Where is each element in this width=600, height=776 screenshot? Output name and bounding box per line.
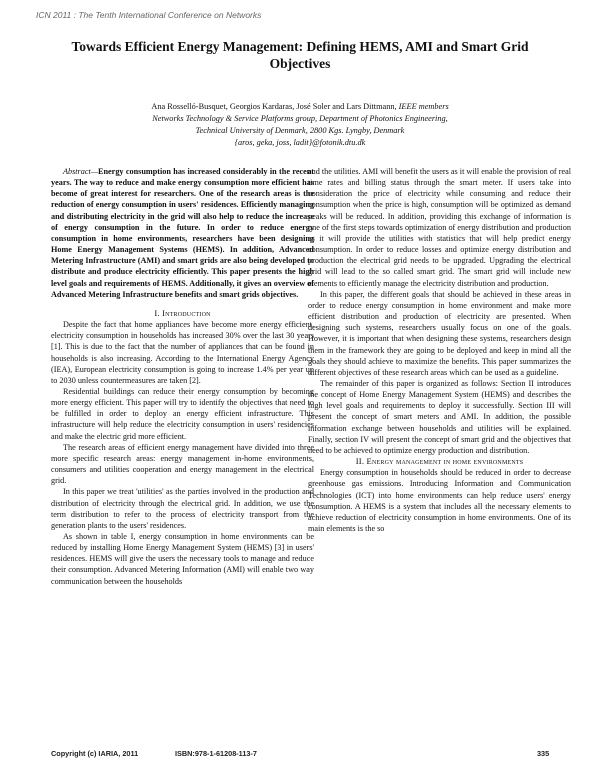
paragraph: The remainder of this paper is organized as follows: Section II introduces the concept of Home Energy Management System (HEMS) and describes the high level goals and requirements to deploy it successfully. Section III will present the concept of smart meters and AMI. In addition, the possible information exchange between households and utilities will be explained. Finally, section IV will present the concept of smart grid and the objectives that need to be achieved to optimize energy production and distribution. <box>308 378 571 455</box>
page-number: 335 <box>537 749 550 758</box>
right-column <box>308 166 571 534</box>
abstract-lead: Abstract— <box>63 167 99 176</box>
author-names: Ana Rosselló-Busquet, Georgios Kardaras, José Soler and Lars Dittmann, <box>151 102 397 111</box>
paragraph: In this paper, the different goals that should be achieved in these areas in order to reduce energy consumption in home environment and make more efficient distribution and production of electricity are presented. When designing such systems, researchers usually focus on one of the goals. However, it is important that when designing these systems, researchers design them in the framework they are going to be deployed and keep in mind all the goals they should achieve to maximize the benefits. This paper summarizes the different objectives of these research areas which can be used as a guideline. <box>308 289 571 377</box>
author-affiliation: Networks Technology & Service Platforms group, Department of Photonics Engineering, <box>152 114 448 123</box>
paper-title: Towards Efficient Energy Management: Defining HEMS, AMI and Smart Grid Objectives <box>71 39 529 71</box>
abstract-text: Energy consumption has increased considerably in the recent years. The way to reduce and make energy consumption more efficient has become of great interest for researchers. One of the research areas is the reduction of energy consumption in users' residences. Efficiently managing and distributing electricity in the grid will also help to reduce the increase of energy consumption in the future. In order to reduce energy consumption in home environments, researchers have been designing Home Energy Management Systems (HEMS). In addition, Advanced Metering Infrastructure (AMI) and smart grids are also being developed to distribute and produce electricity efficiently. This paper presents the high level goals and requirements of HEMS. Additionally, it gives an overview of Advanced Metering Infrastructure benefits and smart grids objectives. <box>51 167 314 299</box>
paragraph: Despite the fact that home appliances have become more energy efficient, electricity consumption in households has increased 30% over the last 30 years [1]. This is due to the fact that the number of appliances that can be found in households is also increasing. According to the International Energy Agency (IEA), European electricity consumption is going to increase 1.4% per year up to 2030 unless countermeasures are taken [2]. <box>51 320 314 385</box>
left-column <box>51 166 314 587</box>
author-block <box>40 101 560 149</box>
paragraph: In this paper we treat 'utilities' as the parties involved in the production and distribution of electricity through the electrical grid. In addition, we use the term distribution to refer to the process of electricity transport from the generation plants to the users' residences. <box>51 487 314 530</box>
author-line <box>40 101 560 113</box>
conference-header: ICN 2011 : The Tenth International Conference on Networks <box>36 10 262 20</box>
footer-copyright: Copyright (c) IARIA, 2011 <box>51 749 139 758</box>
footer-isbn: ISBN:978-1-61208-113-7 <box>175 749 257 758</box>
section-heading-energy-management: II. Energy management in home environments <box>355 456 524 467</box>
author-emails: {aros, geka, joss, ladit}@fotonik.dtu.dk <box>234 138 366 147</box>
section-heading-introduction: I. Introduction <box>154 307 211 318</box>
paragraph: Energy consumption in households should be reduced in order to decrease greenhouse gas emissions. Introducing Information and Communication Technologies (ICT) into home environments can help reduce users' energy consumption. A HEMS is a system that includes all the necessary elements to achieve reduction of electricity consumption in home environments. One of its main elements is the so <box>308 468 571 533</box>
paragraph: As shown in table I, energy consumption in home environments can be reduced by installing Home Energy Management System (HEMS) [3] in users' residences. HEMS will give the users the necessary tools to manage and reduce their consumption. Advanced Metering Information (AMI) will enable two way communication between the households <box>51 532 314 586</box>
paragraph: The research areas of efficient energy management have divided into three more specific research areas: energy management in-home environments, consumers and utilities cooperation and energy management in the electrical grid. <box>51 442 314 486</box>
paragraph: and the utilities. AMI will benefit the users as it will enable the provision of real time rates and billing status through the smart meter. If users take into consideration the price of electricity while consuming and reduce their consumption when the price is high, consumption will be optimized as demand peaks will be reduced. In addition, providing this exchange of information is one of the first steps towards optimization of energy distribution and production as it will provide the utilities with statistics that will help predict energy consumption. In order to reduce losses and optimize energy distribution and production the electrical grid needs to be upgraded. Upgrading the electrical grid will lead to the so called smart grid. The smart grid will include new elements to efficiently manage the electricity distribution and production. <box>308 167 571 288</box>
abstract <box>51 166 314 300</box>
author-membership: IEEE members <box>398 102 449 111</box>
paragraph: Residential buildings can reduce their energy consumption by becoming more energy efficient. This paper will try to identify the objectives that need to be fulfilled in order to deploy an energy efficient infrastructure. This infrastructure will help reduce the electricity consumption in users' residencies and make the electric grid more efficient. <box>51 386 314 441</box>
author-university: Technical University of Denmark, 2800 Kgs. Lyngby, Denmark <box>195 126 405 135</box>
